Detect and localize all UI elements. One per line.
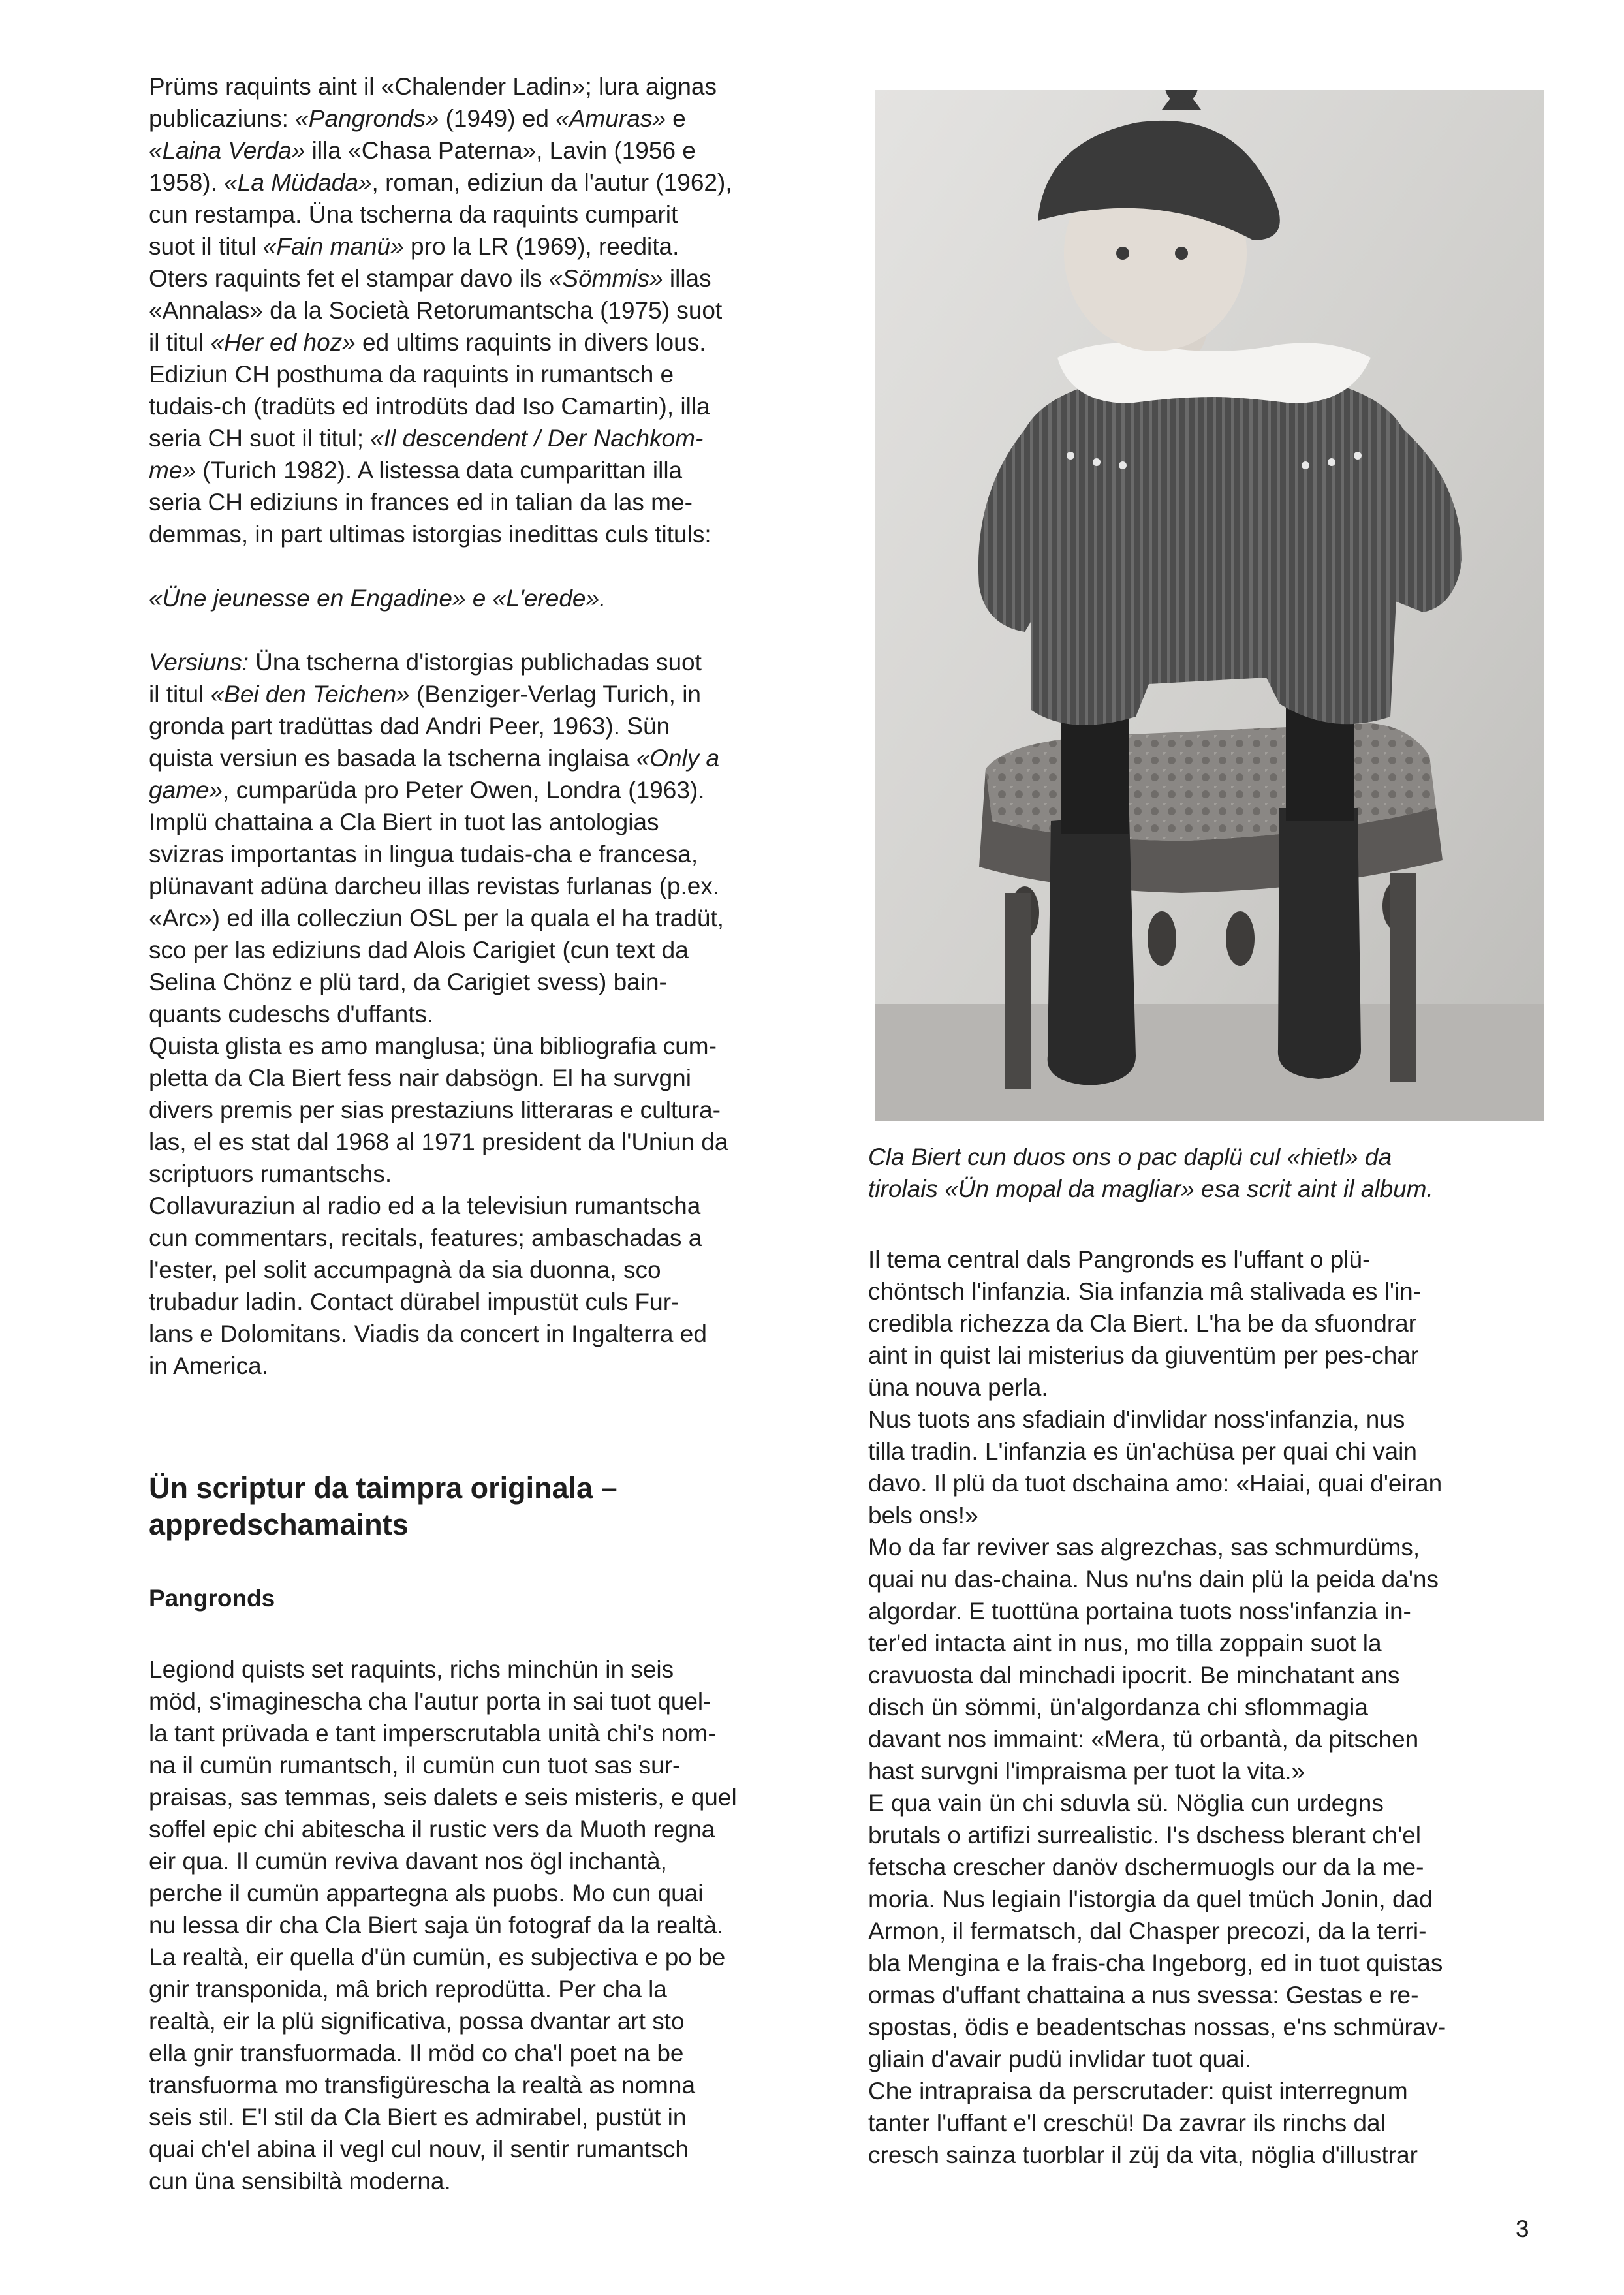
text-line: moria. Nus legiain l'istorgia da quel tmüch Jonin, dad bbox=[868, 1886, 1433, 1912]
text-line: me» (Turich 1982). A listessa data cumparittan illa bbox=[149, 457, 683, 484]
text-line: praisas, sas temmas, seis dalets e seis misteris, e quel bbox=[149, 1784, 737, 1811]
text-line: algordar. E tuottüna portaina tuots noss'infanzia in- bbox=[868, 1598, 1411, 1625]
text-line: credibla richezza da Cla Biert. L'ha be da sfuondrar bbox=[868, 1310, 1417, 1337]
paragraph-4 bbox=[868, 1787, 1534, 2075]
text-line: il titul «Bei den Teichen» (Benziger-Verlag Turich, in bbox=[149, 681, 702, 708]
text-line: disch ün sömmi, ün'algordanza chi sflommagia bbox=[868, 1694, 1368, 1721]
text-line: Ediziun CH posthuma da raquints in rumantsch e bbox=[149, 361, 674, 388]
caption-line: tirolais «Ün mopal da magliar» esa scrit aint il album. bbox=[868, 1176, 1433, 1202]
text-line: gnir transponida, mâ brich reprodütta. Per cha la bbox=[149, 1976, 667, 2003]
text-line: 1958). «La Müdada», roman, ediziun da l'autur (1962), bbox=[149, 169, 732, 196]
text-line: l'ester, pel solit accumpagnà da sia duonna, sco bbox=[149, 1257, 661, 1283]
glista-paragraph bbox=[149, 1030, 815, 1190]
text-line: cun üna sensibiltà moderna. bbox=[149, 2168, 451, 2194]
text-line: Il tema central dals Pangronds es l'uffant o plü- bbox=[868, 1246, 1371, 1273]
text-line: divers premis per sias prestaziuns litteraras e cultura- bbox=[149, 1097, 721, 1123]
text-line: perche il cumün appartegna als puobs. Mo cun quai bbox=[149, 1880, 704, 1907]
text-line: Oters raquints fet el stampar davo ils «Sömmis» illas bbox=[149, 265, 711, 292]
paragraph-2 bbox=[868, 1403, 1534, 1531]
text-line: ormas d'uffant chattaina a nus svessa: Gestas e re- bbox=[868, 1982, 1419, 2008]
text-line: nu lessa dir cha Cla Biert saja ün fotograf da la realtà. bbox=[149, 1912, 724, 1939]
text-line: spostas, ödis e beadentschas nossas, e'ns schmürav- bbox=[868, 2014, 1446, 2040]
text-line: la tant prüvada e tant imperscrutabla unità chi's nom- bbox=[149, 1720, 716, 1747]
text-line: plünavant adüna darcheu illas revistas furlanas (p.ex. bbox=[149, 873, 720, 899]
text-line: Che intrapraisa da perscrutader: quist interregnum bbox=[868, 2078, 1408, 2104]
text-line: Nus tuots ans sfadiain d'invlidar noss'infanzia, nus bbox=[868, 1406, 1405, 1433]
section-heading-line: appredschamaints bbox=[149, 1508, 409, 1541]
spacer bbox=[149, 1382, 815, 1470]
text-line: na il cumün rumantsch, il cumün cun tuot sas sur- bbox=[149, 1752, 681, 1779]
text-line: game», cumparüda pro Peter Owen, Londra (1963). bbox=[149, 777, 705, 804]
text-line: cravuosta dal minchadi ipocrit. Be minchatant ans bbox=[868, 1662, 1400, 1689]
spacer bbox=[149, 614, 815, 646]
text-line: Mo da far reviver sas algrezchas, sas schmurdüms, bbox=[868, 1534, 1420, 1561]
spacer bbox=[149, 1543, 815, 1582]
text-line: Quista glista es amo manglusa; üna bibliografia cum- bbox=[149, 1033, 717, 1059]
text-line: «Laina Verda» illa «Chasa Paterna», Lavin (1956 e bbox=[149, 137, 696, 164]
text-line: demmas, in part ultimas istorgias inedittas culs tituls: bbox=[149, 521, 711, 548]
photo-caption bbox=[868, 1141, 1547, 1205]
text-line: Implü chattaina a Cla Biert in tuot las antologias bbox=[149, 809, 659, 835]
page-number: 3 bbox=[1516, 2215, 1529, 2242]
text-line: transfuorma mo transfigürescha la realtà as nomna bbox=[149, 2072, 696, 2099]
child-photograph bbox=[875, 90, 1544, 1121]
text-line: brutals o artifizi surrealistic. I's dschess blerant ch'el bbox=[868, 1822, 1421, 1849]
text-line: davo. Il plü da tuot dschaina amo: «Haiai, quai d'eiran bbox=[868, 1470, 1443, 1497]
text-line: seria CH ediziuns in frances ed in talian da las me- bbox=[149, 489, 693, 516]
text-line: quai nu das-chaina. Nus nu'ns dain plü la peida da'ns bbox=[868, 1566, 1439, 1593]
text-line: gliain d'avair pudü invlidar tuot quai. bbox=[868, 2046, 1252, 2072]
text-line: Armon, il fermatsch, dal Chasper precozi, da la terri- bbox=[868, 1918, 1427, 1944]
text-line: scriptuors rumantschs. bbox=[149, 1161, 392, 1187]
text-line: Collavuraziun al radio ed a la televisiun rumantscha bbox=[149, 1193, 701, 1219]
text-line: publicaziuns: «Pangronds» (1949) ed «Amuras» e bbox=[149, 105, 686, 132]
text-line: realtà, eir la plü significativa, possa dvantar art sto bbox=[149, 2008, 685, 2035]
text-line: E qua vain ün chi sduvla sü. Nöglia cun urdegns bbox=[868, 1790, 1384, 1817]
caption-line: Cla Biert cun duos ons o pac daplü cul «hietl» da bbox=[868, 1144, 1392, 1170]
text-line: aint in quist lai misterius da giuventüm per pes-char bbox=[868, 1342, 1419, 1369]
text-line: quai ch'el abina il vegl cul nouv, il sentir rumantsch bbox=[149, 2136, 689, 2162]
text-line: chöntsch l'infanzia. Sia infanzia mâ stalivada es l'in- bbox=[868, 1278, 1422, 1305]
text-line: tudais-ch (tradüts ed introdüts dad Iso Camartin), illa bbox=[149, 393, 710, 420]
versiuns-paragraph bbox=[149, 646, 815, 1030]
text-line: möd, s'imaginescha cha l'autur porta in sai tuot quel- bbox=[149, 1688, 711, 1715]
spacer bbox=[149, 1614, 815, 1653]
text-line: ter'ed intacta aint in nus, mo tilla zoppain suot la bbox=[868, 1630, 1382, 1657]
text-line: il titul «Her ed hoz» ed ultims raquints in divers lous. bbox=[149, 329, 706, 356]
text-line: davant nos immaint: «Mera, tü orbantà, da pitschen bbox=[868, 1726, 1419, 1753]
left-column bbox=[149, 70, 815, 2197]
text-line: seis stil. E'l stil da Cla Biert es admirabel, pustüt in bbox=[149, 2104, 687, 2131]
photograph-illustration bbox=[875, 90, 1544, 1121]
text-line: hast survgni l'impraisma per tuot la vita.» bbox=[868, 1758, 1305, 1785]
text-line: Selina Chönz e plü tard, da Carigiet svess) bain- bbox=[149, 969, 667, 995]
text-line: sco per las ediziuns dad Alois Carigiet (cun text da bbox=[149, 937, 689, 963]
text-line: suot il titul «Fain manü» pro la LR (1969), reedita. bbox=[149, 233, 679, 260]
radio-paragraph bbox=[149, 1190, 815, 1382]
pangronds-paragraph bbox=[149, 1653, 815, 2197]
titles-line: «Üne jeunesse en Engadine» e «L'erede». bbox=[149, 585, 606, 612]
paragraph-5 bbox=[868, 2075, 1534, 2171]
text-line: las, el es stat dal 1968 al 1971 president da l'Uniun da bbox=[149, 1129, 728, 1155]
text-line: eir qua. Il cumün reviva davant nos ögl inchantà, bbox=[149, 1848, 667, 1875]
paragraph-3 bbox=[868, 1531, 1534, 1787]
text-line: La realtà, eir quella d'ün cumün, es subjectiva e po be bbox=[149, 1944, 726, 1971]
text-line: quants cudeschs d'uffants. bbox=[149, 1001, 434, 1027]
text-line: «Arc») ed illa collecziun OSL per la quala el ha tradüt, bbox=[149, 905, 724, 931]
text-line: pletta da Cla Biert fess nair dabsögn. El ha survgni bbox=[149, 1065, 691, 1091]
text-line: fetscha crescher danöv dschermuogls our da la me- bbox=[868, 1854, 1424, 1881]
text-line: trubadur ladin. Contact dürabel impustüt culs Fur- bbox=[149, 1288, 679, 1315]
text-line: ella gnir transfuormada. Il möd co cha'l poet na be bbox=[149, 2040, 684, 2067]
text-line: gronda part tradüttas dad Andri Peer, 1963). Sün bbox=[149, 713, 670, 740]
text-line: tanter l'uffant e'l creschü! Da zavrar ils rinchs dal bbox=[868, 2110, 1386, 2136]
text-line: «Annalas» da la Società Retorumantscha (1975) suot bbox=[149, 297, 723, 324]
text-line: tilla tradin. L'infanzia es ün'achüsa per quai chi vain bbox=[868, 1438, 1417, 1465]
text-line: Prüms raquints aint il «Chalender Ladin»; lura aignas bbox=[149, 73, 717, 100]
text-line: üna nouva perla. bbox=[868, 1374, 1048, 1401]
right-column bbox=[868, 1243, 1534, 2171]
text-line: bla Mengina e la frais-cha Ingeborg, ed in tuot quistas bbox=[868, 1950, 1443, 1976]
text-line: in America. bbox=[149, 1352, 269, 1379]
text-line: Versiuns: Üna tscherna d'istorgias publichadas suot bbox=[149, 649, 702, 676]
text-line: cun restampa. Üna tscherna da raquints cumparit bbox=[149, 201, 678, 228]
text-line: Legiond quists set raquints, richs minchün in seis bbox=[149, 1656, 674, 1683]
bio-paragraph bbox=[149, 70, 815, 550]
text-line: seria CH suot il titul; «Il descendent / Der Nachkom- bbox=[149, 425, 704, 452]
text-line: quista versiun es basada la tscherna inglaisa «Only a bbox=[149, 745, 720, 772]
text-line: svizras importantas in lingua tudais-cha e francesa, bbox=[149, 841, 698, 867]
spacer bbox=[149, 550, 815, 582]
subheading: Pangronds bbox=[149, 1585, 275, 1612]
text-line: cresch sainza tuorblar il züj da vita, nöglia d'illustrar bbox=[868, 2142, 1418, 2168]
paragraph-1 bbox=[868, 1243, 1534, 1403]
text-line: bels ons!» bbox=[868, 1502, 978, 1529]
text-line: cun commentars, recitals, features; ambaschadas a bbox=[149, 1225, 702, 1251]
text-line: soffel epic chi abitescha il rustic vers da Muoth regna bbox=[149, 1816, 715, 1843]
text-line: lans e Dolomitans. Viadis da concert in Ingalterra ed bbox=[149, 1320, 707, 1347]
section-heading-line: Ün scriptur da taimpra originala – bbox=[149, 1471, 617, 1505]
